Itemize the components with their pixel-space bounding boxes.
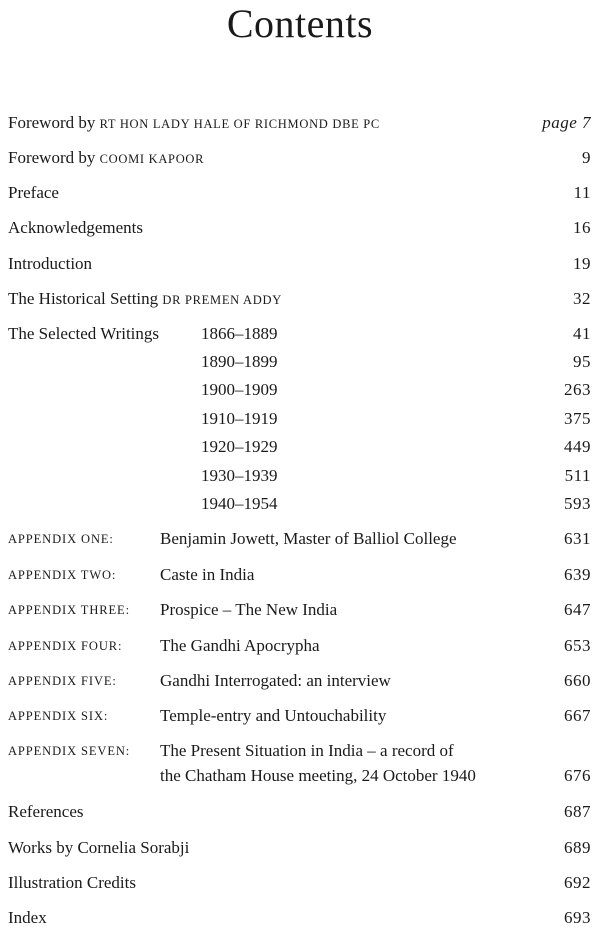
page-number: 692	[564, 873, 591, 892]
page-number: 631	[564, 529, 591, 548]
toc-entry-label: Index	[8, 908, 47, 927]
toc-entry-label: Preface	[8, 183, 59, 202]
toc-entry-period[interactable]	[201, 322, 591, 346]
appendix-title: Caste in India	[160, 565, 255, 584]
toc-entry-label: Acknowledgements	[8, 218, 144, 237]
page-number: 647	[564, 600, 591, 619]
toc-entry-period[interactable]	[201, 350, 591, 374]
page-number: 449	[564, 437, 591, 456]
toc-entry-appendix-five[interactable]	[8, 669, 591, 693]
toc-entry-period[interactable]	[201, 378, 591, 402]
page-number: 32	[573, 289, 591, 308]
page-number: 653	[564, 636, 591, 655]
author-name: DR PREMEN ADDY	[162, 293, 282, 307]
page-number: 511	[564, 466, 591, 485]
author-name: COOMI KAPOOR	[99, 152, 205, 166]
appendix-label: APPENDIX THREE:	[8, 603, 130, 617]
period-range: 1920–1929	[201, 437, 278, 456]
toc-entry-appendix-two[interactable]	[8, 563, 591, 587]
appendix-title: Prospice – The New India	[160, 600, 338, 619]
toc-entry-foreword-kapoor[interactable]	[8, 146, 591, 170]
page-number: 95	[573, 352, 591, 371]
appendix-label: APPENDIX FIVE:	[8, 674, 117, 688]
toc-entry-illustration-credits[interactable]	[8, 871, 591, 895]
toc-entry-appendix-seven[interactable]	[8, 739, 591, 791]
toc-entry-label: Foreword by COOMI KAPOOR	[8, 148, 205, 167]
appendix-title: Temple-entry and Untouchability	[160, 706, 387, 725]
toc-entry-period[interactable]	[201, 407, 591, 431]
toc-entry-label: Foreword by RT HON LADY HALE OF RICHMOND DBE PC	[8, 113, 380, 132]
toc-entry-works[interactable]	[8, 836, 591, 860]
author-name: RT HON LADY HALE OF RICHMOND DBE PC	[99, 117, 380, 131]
toc-entry-appendix-three[interactable]	[8, 598, 591, 622]
page-number: 16	[573, 218, 591, 237]
period-range: 1910–1919	[201, 409, 278, 428]
toc-entry-period[interactable]	[201, 464, 591, 488]
page-number: page 7	[542, 113, 591, 132]
page-number: 11	[573, 183, 591, 202]
toc-entry-preface[interactable]	[8, 181, 591, 205]
page-number: 263	[564, 380, 591, 399]
toc-entry-period[interactable]	[201, 492, 591, 516]
toc-entry-appendix-one[interactable]	[8, 527, 591, 551]
period-range: 1940–1954	[201, 494, 278, 513]
appendix-title: Gandhi Interrogated: an interview	[160, 671, 391, 690]
toc-entry-label: Works by Cornelia Sorabji	[8, 838, 190, 857]
page-number: 693	[564, 908, 591, 927]
appendix-label: APPENDIX SEVEN:	[8, 744, 131, 758]
page-number: 19	[573, 254, 591, 273]
toc-entry-references[interactable]	[8, 800, 591, 824]
toc-entry-label: Introduction	[8, 254, 93, 273]
toc-entry-index[interactable]	[8, 906, 591, 930]
page-number: 41	[573, 324, 591, 343]
page-number: 687	[564, 802, 591, 821]
toc-entry-label: References	[8, 802, 84, 821]
page-number: 660	[564, 671, 591, 690]
toc-entry-introduction[interactable]	[8, 252, 591, 276]
appendix-label: APPENDIX SIX:	[8, 709, 109, 723]
appendix-title: The Present Situation in India – a record of	[160, 741, 454, 760]
appendix-title-continued: the Chatham House meeting, 24 October 1940	[160, 766, 476, 785]
page-number: 639	[564, 565, 591, 584]
toc-entry-appendix-six[interactable]	[8, 704, 591, 728]
appendix-label: APPENDIX ONE:	[8, 532, 114, 546]
toc-entry-label: Illustration Credits	[8, 873, 136, 892]
period-range: 1866–1889	[201, 324, 278, 343]
toc-entry-label: The Historical Setting DR PREMEN ADDY	[8, 289, 282, 308]
page-number: 375	[564, 409, 591, 428]
page-number: 9	[582, 148, 591, 167]
appendix-title: The Gandhi Apocrypha	[160, 636, 320, 655]
appendix-title: Benjamin Jowett, Master of Balliol College	[160, 529, 457, 548]
appendix-label: APPENDIX FOUR:	[8, 639, 123, 653]
toc-entry-period[interactable]	[201, 435, 591, 459]
toc-entry-acknowledgements[interactable]	[8, 216, 591, 240]
page-number: 689	[564, 838, 591, 857]
toc-entry-appendix-four[interactable]	[8, 634, 591, 658]
appendix-label: APPENDIX TWO:	[8, 568, 117, 582]
toc-entry-historical-setting[interactable]	[8, 287, 591, 311]
page-number: 667	[564, 706, 591, 725]
page-number: 676	[564, 766, 591, 785]
toc-entry-foreword-hale[interactable]	[8, 111, 591, 135]
period-range: 1890–1899	[201, 352, 278, 371]
period-range: 1930–1939	[201, 466, 278, 485]
period-range: 1900–1909	[201, 380, 278, 399]
toc-entry-label: The Selected Writings	[8, 324, 160, 343]
page-number: 593	[564, 494, 591, 513]
page-title: Contents	[226, 1, 374, 46]
